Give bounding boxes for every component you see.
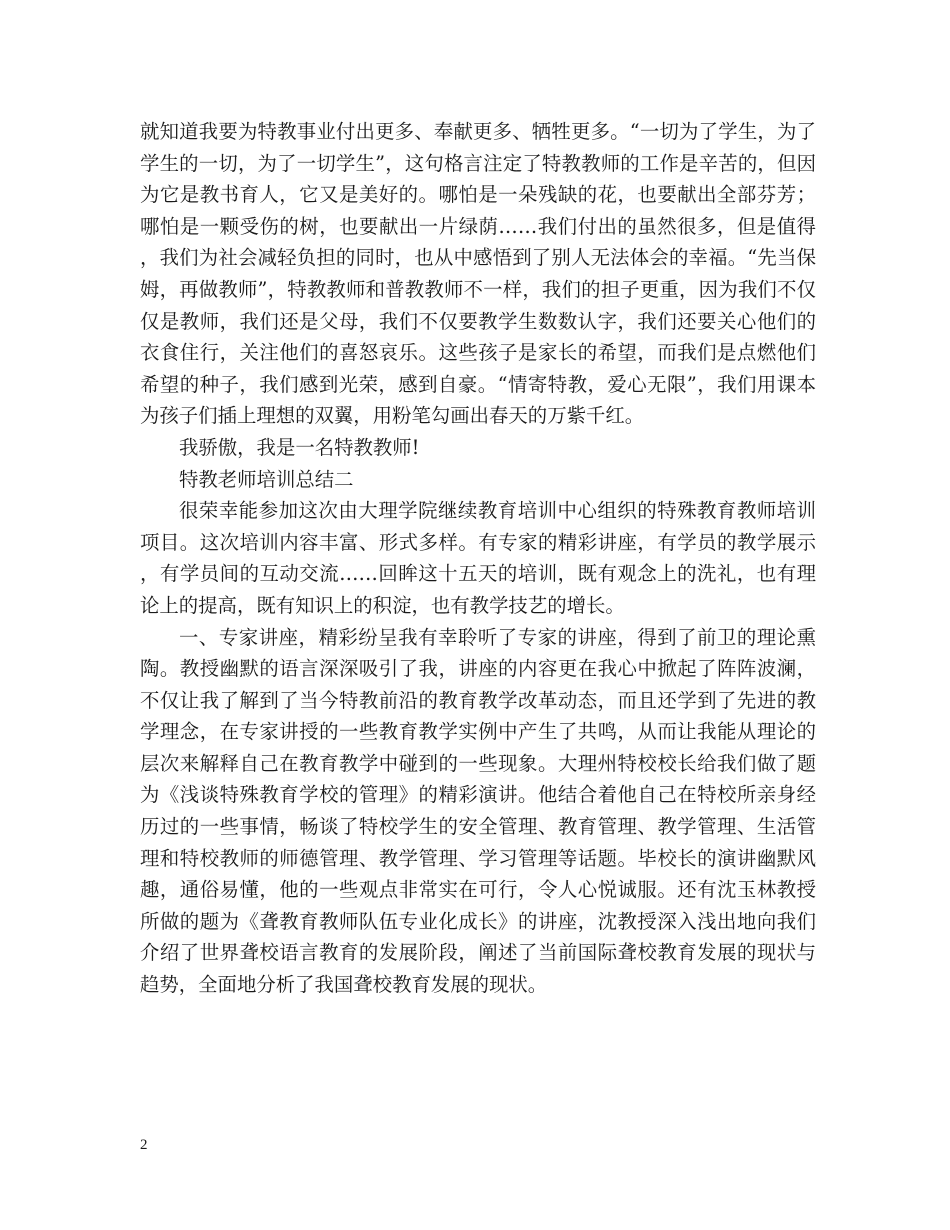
paragraph: 很荣幸能参加这次由大理学院继续教育培训中心组织的特殊教育教师培训项目。这次培训内容丰富、形式多样。有专家的精彩讲座，有学员的教学展示，有学员间的互动交流……回眸这十五天的培训，既有观念上的洗礼，也有理论上的提高，既有知识上的积淀，也有教学技艺的增长。 xyxy=(140,499,816,617)
document-body xyxy=(140,116,816,1001)
paragraph: 就知道我要为特教事业付出更多、奉献更多、牺牲更多。“一切为了学生，为了学生的一切，为了一切学生”，这句格言注定了特教教师的工作是辛苦的，但因为它是教书育人，它又是美好的。哪怕是一朵残缺的花，也要献出全部芬芳；哪怕是一颗受伤的树，也要献出一片绿荫……我们付出的虽然很多，但是值得，我们为社会减轻负担的同时，也从中感悟到了别人无法体会的幸福。“先当保姆，再做教师”，特教教师和普教教师不一样，我们的担子更重，因为我们不仅仅是教师，我们还是父母，我们不仅要教学生数数认字，我们还要关心他们的衣食住行，关注他们的喜怒哀乐。这些孩子是家长的希望，而我们是点燃他们希望的种子，我们感到光荣，感到自豪。“情寄特教，爱心无限”，我们用课本为孩子们插上理想的双翼，用粉笔勾画出春天的万紫千红。 xyxy=(140,120,816,428)
section-heading: 特教老师培训总结二 xyxy=(179,467,354,491)
paragraph: 一、专家讲座，精彩纷呈我有幸聆听了专家的讲座，得到了前卫的理论熏陶。教授幽默的语言深深吸引了我，讲座的内容更在我心中掀起了阵阵波澜，不仅让我了解到了当今特教前沿的教育教学改革动态，而且还学到了先进的教学理念，在专家讲授的一些教育教学实例中产生了共鸣，从而让我能从理论的层次来解释自己在教育教学中碰到的一些现象。大理州特校校长给我们做了题为《浅谈特殊教育学校的管理》的精彩演讲。他结合着他自己在特校所亲身经历过的一些事情，畅谈了特校学生的安全管理、教育管理、教学管理、生活管理和特校教师的师德管理、教学管理、学习管理等话题。毕校长的演讲幽默风趣，通俗易懂，他的一些观点非常实在可行，令人心悦诚服。还有沈玉林教授所做的题为《聋教育教师队伍专业化成长》的讲座，沈教授深入浅出地向我们介绍了世界聋校语言教育的发展阶段，阐述了当前国际聋校教育发展的现状与趋势，全面地分析了我国聋校教育发展的现状。 xyxy=(140,625,816,997)
paragraph: 我骄傲，我是一名特教教师! xyxy=(179,435,420,459)
page-number: 2 xyxy=(140,1137,148,1153)
